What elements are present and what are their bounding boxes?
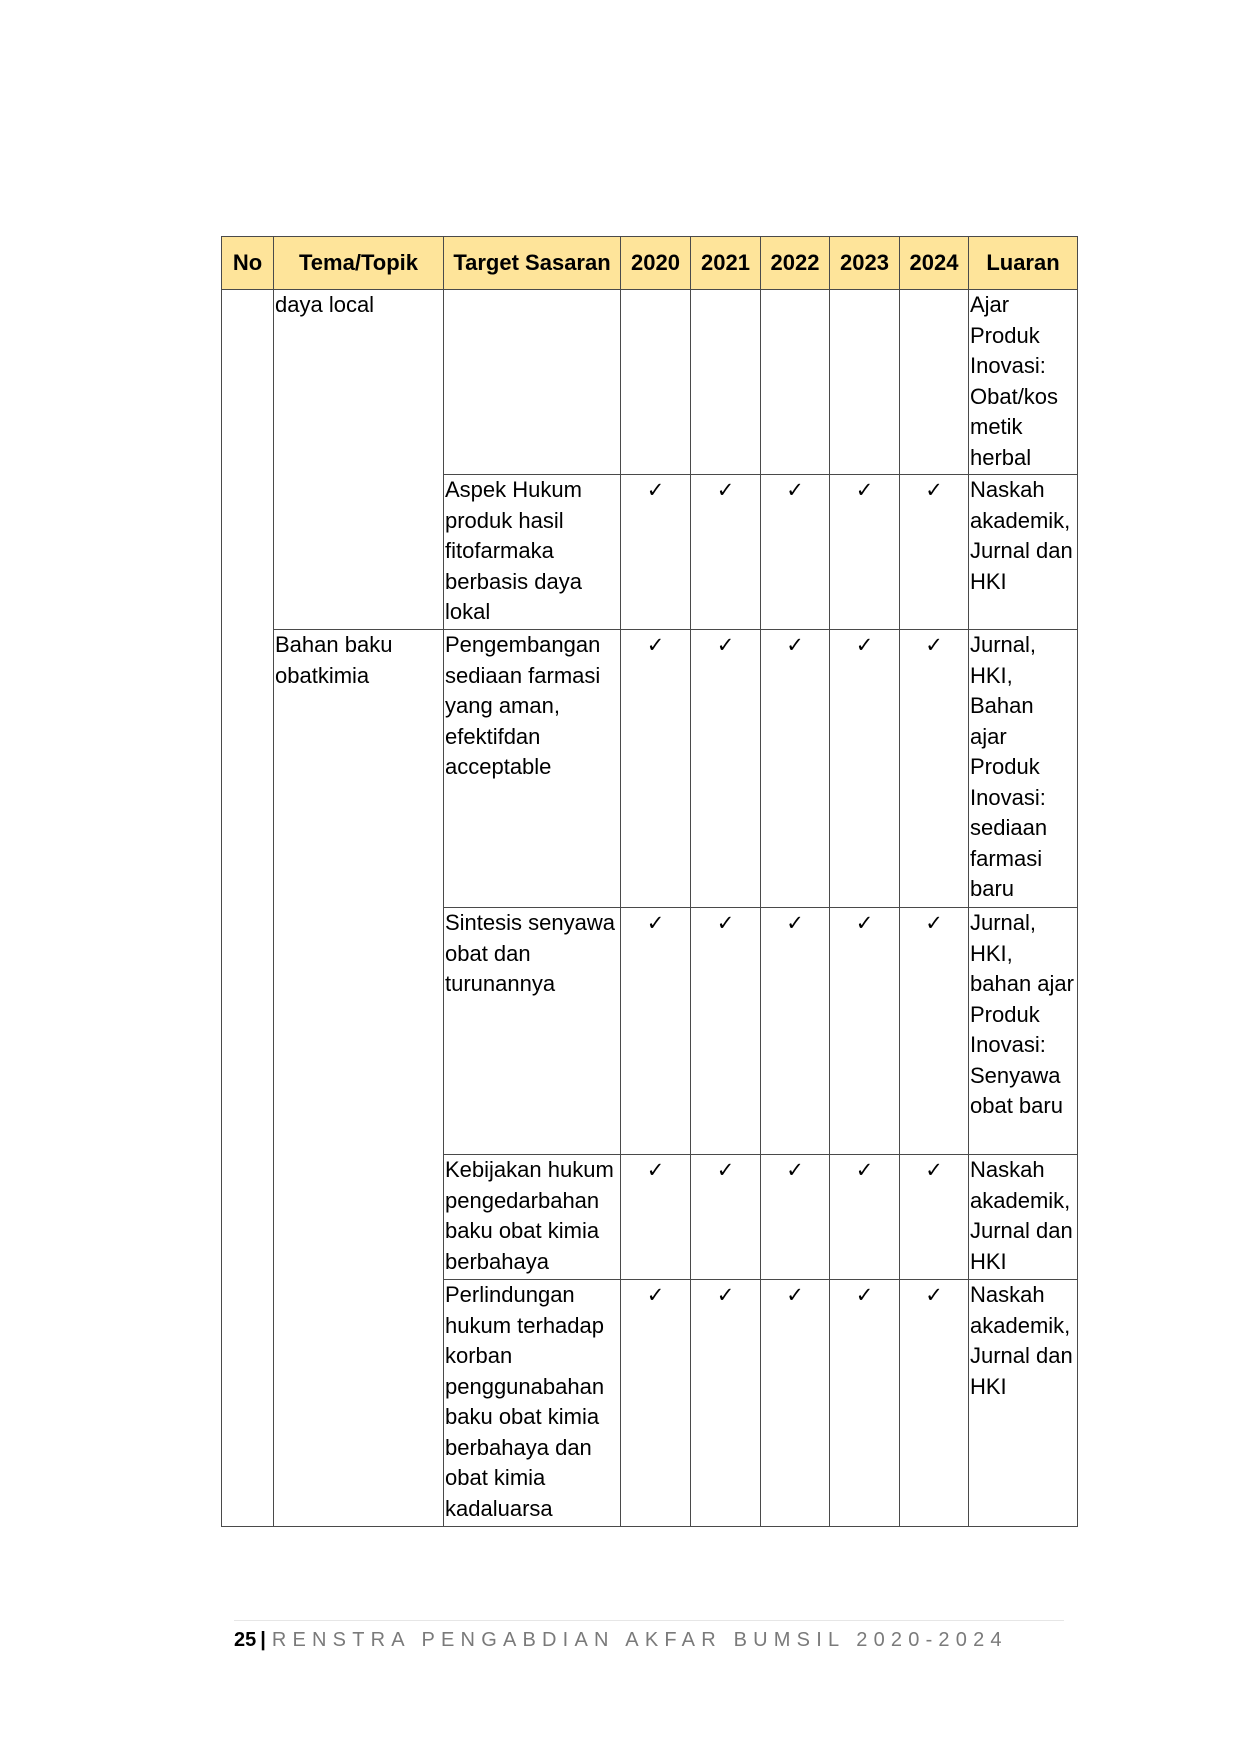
footer-separator: | (260, 1629, 266, 1651)
check-mark-icon: ✓ (925, 1283, 943, 1307)
luaran-cell: Ajar Produk Inovasi: Obat/kos metik herbal (969, 290, 1078, 475)
year-cell (691, 908, 761, 1155)
renstra-table (221, 236, 1078, 1527)
year-cell (830, 475, 900, 630)
check-mark-icon: ✓ (646, 633, 665, 657)
check-mark-icon: ✓ (786, 911, 804, 935)
header-2022: 2022 (761, 237, 830, 290)
luaran-cell: Naskah akademik, Jurnal dan HKI (969, 1155, 1078, 1280)
header-2024: 2024 (900, 237, 969, 290)
year-cell (830, 1155, 900, 1280)
header-2023: 2023 (830, 237, 900, 290)
check-mark-icon: ✓ (716, 633, 735, 657)
footer-title: RENSTRA PENGABDIAN AKFAR BUMSIL 2020-2024 (271, 1629, 1008, 1651)
no-cell (222, 290, 274, 1527)
check-mark-icon: ✓ (646, 911, 665, 935)
target-cell: Kebijakan hukum pengedarbahan baku obat kimia berbahaya (444, 1155, 621, 1280)
luaran-cell: Naskah akademik, Jurnal dan HKI (969, 475, 1078, 630)
check-mark-icon: ✓ (716, 1158, 735, 1182)
luaran-cell: Jurnal, HKI, Bahan ajar Produk Inovasi: sediaan farmasi baru (969, 630, 1078, 908)
header-luaran: Luaran (969, 237, 1078, 290)
check-mark-icon: ✓ (786, 1283, 804, 1307)
header-tema-topik: Tema/Topik (274, 237, 444, 290)
check-mark-icon: ✓ (925, 911, 943, 935)
year-cell (621, 908, 691, 1155)
check-mark-icon: ✓ (925, 1158, 943, 1182)
year-cell (621, 1155, 691, 1280)
year-cell (691, 475, 761, 630)
year-cell (900, 1155, 969, 1280)
year-cell (761, 290, 830, 475)
header-2021: 2021 (691, 237, 761, 290)
check-mark-icon: ✓ (855, 1158, 874, 1182)
year-cell (900, 1280, 969, 1527)
target-cell: Pengembangan sediaan farmasi yang aman, efektifdan acceptable (444, 630, 621, 908)
year-cell (621, 475, 691, 630)
year-cell (691, 630, 761, 908)
year-cell (900, 630, 969, 908)
check-mark-icon: ✓ (716, 478, 735, 502)
year-cell (761, 908, 830, 1155)
check-mark-icon: ✓ (855, 633, 874, 657)
year-cell (761, 1155, 830, 1280)
year-cell (691, 1280, 761, 1527)
header-2020: 2020 (621, 237, 691, 290)
tema-cell: daya local (274, 290, 444, 630)
check-mark-icon: ✓ (925, 633, 943, 657)
year-cell (830, 630, 900, 908)
year-cell (761, 1280, 830, 1527)
check-mark-icon: ✓ (786, 478, 804, 502)
target-cell: Perlindungan hukum terhadap korban penggunabahan baku obat kimia berbahaya dan obat kimia kadaluarsa (444, 1280, 621, 1527)
year-cell (621, 630, 691, 908)
check-mark-icon: ✓ (855, 478, 874, 502)
year-cell (761, 630, 830, 908)
target-cell: Sintesis senyawa obat dan turunannya (444, 908, 621, 1155)
check-mark-icon: ✓ (646, 1158, 665, 1182)
year-cell (621, 1280, 691, 1527)
year-cell (900, 290, 969, 475)
check-mark-icon: ✓ (855, 911, 874, 935)
year-cell (691, 290, 761, 475)
table-row (222, 290, 1078, 475)
year-cell (900, 908, 969, 1155)
target-cell (444, 290, 621, 475)
check-mark-icon: ✓ (925, 478, 943, 502)
check-mark-icon: ✓ (855, 1283, 874, 1307)
check-mark-icon: ✓ (716, 911, 735, 935)
check-mark-icon: ✓ (786, 633, 804, 657)
table-row (222, 630, 1078, 908)
check-mark-icon: ✓ (646, 1283, 665, 1307)
check-mark-icon: ✓ (716, 1283, 735, 1307)
luaran-cell: Jurnal, HKI, bahan ajar Produk Inovasi: Senyawa obat baru (969, 908, 1078, 1155)
check-mark-icon: ✓ (646, 478, 665, 502)
header-no: No (222, 237, 274, 290)
tema-cell: Bahan baku obatkimia (274, 630, 444, 1527)
year-cell (691, 1155, 761, 1280)
year-cell (830, 908, 900, 1155)
page-number: 25 (234, 1629, 257, 1651)
target-cell: Aspek Hukum produk hasil fitofarmaka berbasis daya lokal (444, 475, 621, 630)
header-target-sasaran: Target Sasaran (444, 237, 621, 290)
year-cell (761, 475, 830, 630)
year-cell (621, 290, 691, 475)
year-cell (830, 290, 900, 475)
page-footer (234, 1620, 1064, 1652)
table-header-row (222, 237, 1078, 290)
luaran-cell: Naskah akademik, Jurnal dan HKI (969, 1280, 1078, 1527)
year-cell (900, 475, 969, 630)
check-mark-icon: ✓ (786, 1158, 804, 1182)
year-cell (830, 1280, 900, 1527)
